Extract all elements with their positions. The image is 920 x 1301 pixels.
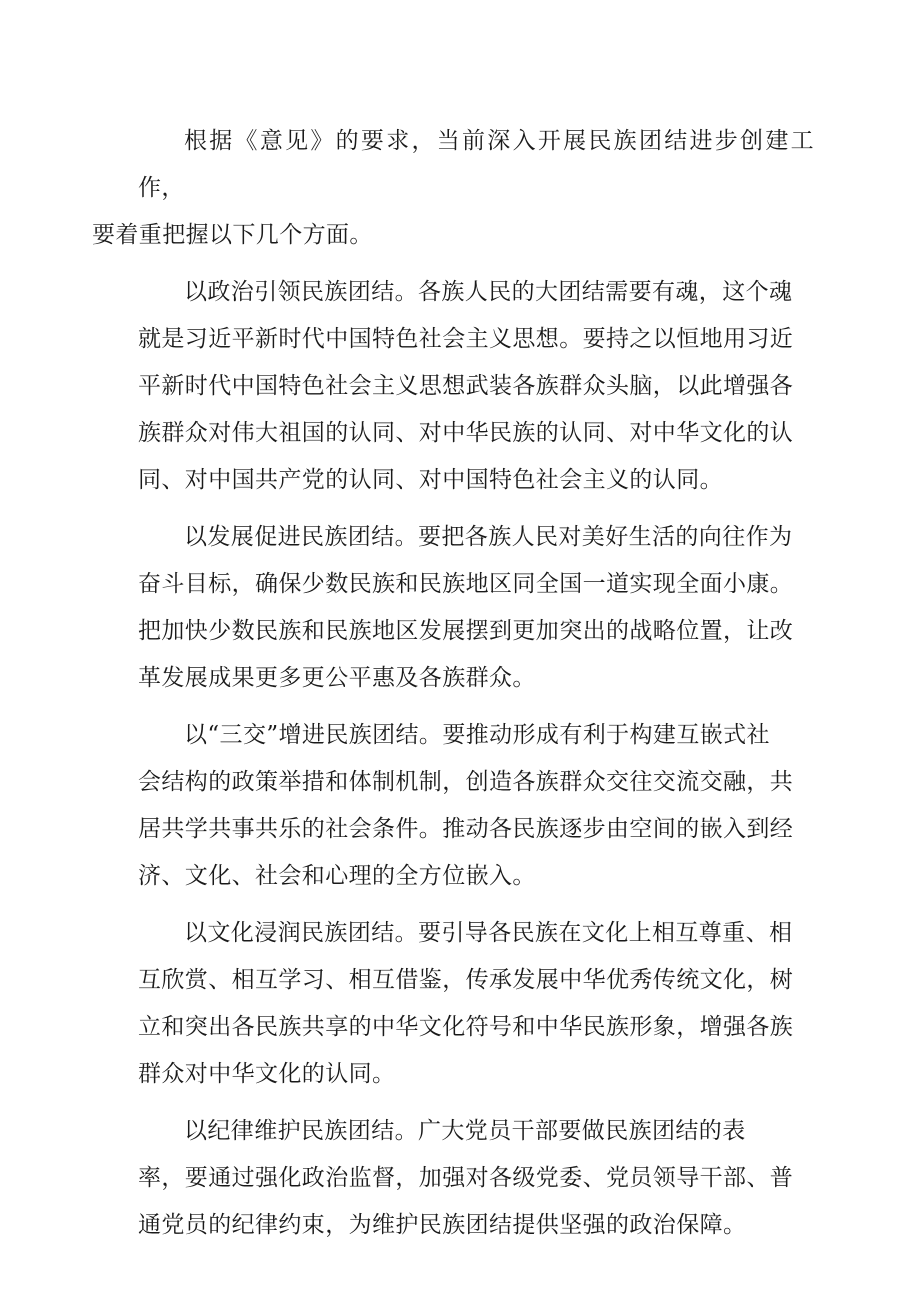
paragraph-development xyxy=(138,514,814,702)
paragraph-discipline xyxy=(138,1108,814,1249)
paragraph-line: 以纪律维护民族团结。广大党员干部要做民族团结的表 xyxy=(184,1118,746,1144)
paragraph-line: 革发展成果更多更公平惠及各族群众。 xyxy=(138,665,536,691)
paragraph-line: 济、文化、社会和心理的全方位嵌入。 xyxy=(138,863,536,889)
paragraph-line: 根据《意见》的要求，当前深入开展民族团结进步创建工作， xyxy=(138,128,814,201)
paragraph-line: 以文化浸润民族团结。要引导各民族在文化上相互尊重、相 xyxy=(184,920,793,946)
paragraph-line: 奋斗目标，确保少数民族和民族地区同全国一道实现全面小康。 xyxy=(138,571,794,597)
paragraph-line: 居共学共事共乐的社会条件。推动各民族逐步由空间的嵌入到经 xyxy=(138,816,794,842)
paragraph-line: 要着重把握以下几个方面。 xyxy=(92,222,373,248)
paragraph-intro xyxy=(92,118,814,259)
paragraph-line: 族群众对伟大祖国的认同、对中华民族的认同、对中华文化的认 xyxy=(138,420,794,446)
document-body xyxy=(92,118,814,1249)
paragraph-line: 以发展促进民族团结。要把各族人民对美好生活的向往作为 xyxy=(184,524,793,550)
paragraph-line: 以政治引领民族团结。各族人民的大团结需要有魂，这个魂 xyxy=(184,279,793,305)
paragraph-line: 平新时代中国特色社会主义思想武装各族群众头脑，以此增强各 xyxy=(138,373,794,399)
paragraph-line: 互欣赏、相互学习、相互借鉴，传承发展中华优秀传统文化，树 xyxy=(138,967,794,993)
paragraph-culture xyxy=(138,910,814,1098)
paragraph-three-exchanges xyxy=(138,712,814,900)
paragraph-line: 立和突出各民族共享的中华文化符号和中华民族形象，增强各族 xyxy=(138,1014,794,1040)
paragraph-line: 会结构的政策举措和体制机制，创造各族群众交往交流交融，共 xyxy=(138,769,794,795)
paragraph-line: 把加快少数民族和民族地区发展摆到更加突出的战略位置，让改 xyxy=(138,618,794,644)
paragraph-line: 同、对中国共产党的认同、对中国特色社会主义的认同。 xyxy=(138,467,723,493)
paragraph-line: 率，要通过强化政治监督，加强对各级党委、党员领导干部、普 xyxy=(138,1165,794,1191)
paragraph-line: 就是习近平新时代中国特色社会主义思想。要持之以恒地用习近 xyxy=(138,326,794,352)
paragraph-line: 通党员的纪律约束，为维护民族团结提供坚强的政治保障。 xyxy=(138,1212,747,1238)
paragraph-politics xyxy=(138,269,814,504)
paragraph-line: 以“三交”增进民族团结。要推动形成有利于构建互嵌式社 xyxy=(184,722,770,748)
paragraph-line: 群众对中华文化的认同。 xyxy=(138,1061,396,1087)
